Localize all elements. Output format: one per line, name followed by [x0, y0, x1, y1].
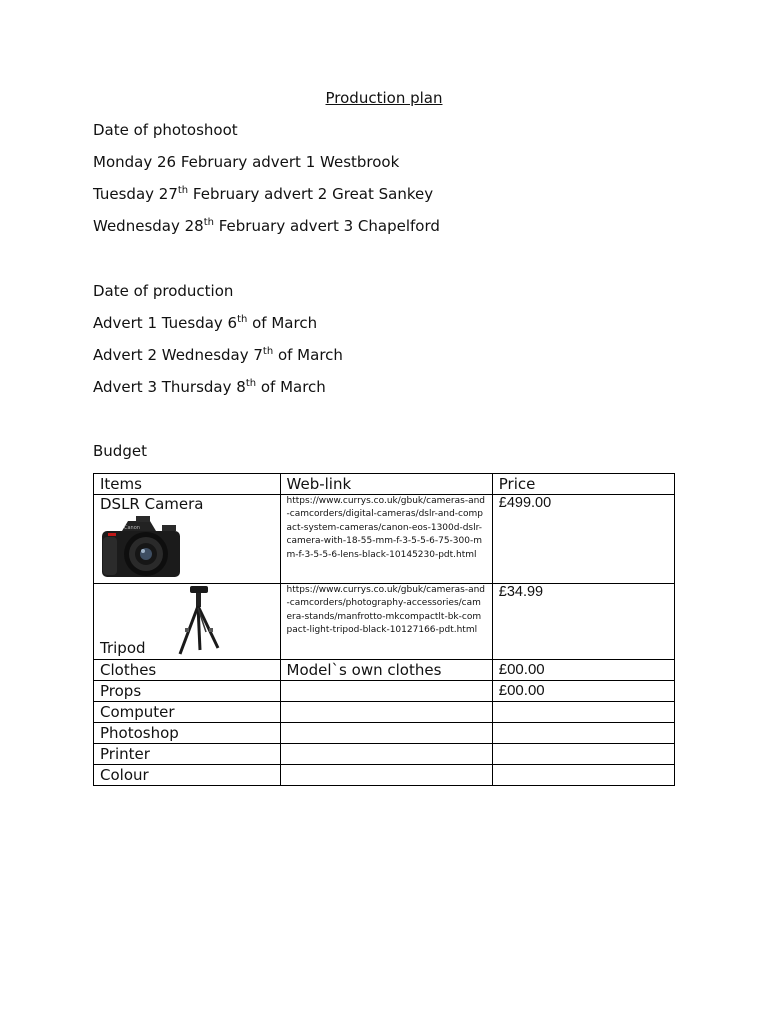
table-row — [94, 765, 675, 786]
table-row — [94, 723, 675, 744]
photoshoot-line-3-sup: th — [203, 217, 214, 228]
row-web-link — [280, 723, 492, 744]
production-line-2-text: Advert 2 Wednesday 7 — [93, 346, 263, 364]
row-price — [492, 744, 674, 765]
production-heading: Date of production — [93, 282, 234, 300]
production-line-3-text: Advert 3 Thursday 8 — [93, 378, 246, 396]
svg-text:Canon: Canon — [124, 525, 140, 531]
production-line-2-rest: of March — [273, 346, 343, 364]
table-row — [94, 681, 675, 702]
tripod-icon — [174, 584, 224, 656]
tripod-item-label: Tripod — [100, 639, 146, 657]
row-item: Printer — [94, 744, 281, 765]
photoshoot-line-2-rest: February advert 2 Great Sankey — [188, 185, 434, 203]
camera-item-cell — [94, 495, 281, 584]
table-header-row — [94, 474, 675, 495]
photoshoot-line-3-text: Wednesday 28 — [93, 217, 204, 235]
row-web-link — [280, 765, 492, 786]
header-items: Items — [94, 474, 281, 495]
tripod-web-link[interactable]: https://www.currys.co.uk/gbuk/cameras-and-camcorders/photography-accessories/camera-stands/manfrotto-mkcompactlt-bk-compact-light-tripod-black-10127166-pdt.html — [280, 584, 492, 660]
table-row — [94, 744, 675, 765]
table-row — [94, 495, 675, 584]
row-item: Computer — [94, 702, 281, 723]
production-line-3 — [93, 378, 326, 396]
row-web-link — [280, 681, 492, 702]
production-line-2-sup: th — [262, 346, 274, 357]
row-price: £00.00 — [492, 681, 674, 702]
production-line-1-sup: th — [237, 314, 248, 325]
photoshoot-line-3-rest: February advert 3 Chapelford — [213, 217, 440, 235]
photoshoot-line-1-text: Monday 26 February advert 1 Westbrook — [93, 153, 400, 171]
photoshoot-line-2-sup: th — [177, 185, 189, 196]
production-line-2 — [93, 346, 343, 364]
row-price — [492, 702, 674, 723]
row-item: Colour — [94, 765, 281, 786]
photoshoot-line-1 — [93, 153, 399, 171]
row-web-link — [280, 702, 492, 723]
row-price — [492, 765, 674, 786]
production-line-1-text: Advert 1 Tuesday 6 — [93, 314, 238, 332]
photoshoot-heading: Date of photoshoot — [93, 121, 238, 139]
row-item: Clothes — [94, 660, 281, 681]
page-title: Production plan — [325, 89, 443, 107]
photoshoot-line-2-text: Tuesday 27 — [93, 185, 178, 203]
budget-table — [93, 473, 675, 786]
production-line-3-rest: of March — [256, 378, 326, 396]
tripod-item-cell — [94, 584, 281, 660]
table-row — [94, 702, 675, 723]
photoshoot-line-2 — [93, 185, 433, 203]
header-price: Price — [492, 474, 674, 495]
row-item: Props — [94, 681, 281, 702]
camera-item-label: DSLR Camera — [100, 495, 204, 513]
row-price — [492, 723, 674, 744]
production-line-1 — [93, 314, 317, 332]
production-line-1-rest: of March — [247, 314, 318, 332]
tripod-price: £34.99 — [492, 584, 674, 660]
row-web-link: Model`s own clothes — [280, 660, 492, 681]
header-web-link: Web-link — [280, 474, 492, 495]
camera-web-link[interactable]: https://www.currys.co.uk/gbuk/cameras-and-camcorders/digital-cameras/dslr-and-compact-system-cameras/canon-eos-1300d-dslr-camera-with-18-55-mm-f-3-5-5-6-75-300-mm-f-3-5-5-6-lens-black-10145230-pdt.html — [280, 495, 492, 584]
table-row — [94, 584, 675, 660]
budget-heading: Budget — [93, 442, 147, 460]
photoshoot-line-3 — [93, 217, 440, 235]
row-item: Photoshop — [94, 723, 281, 744]
production-line-3-sup: th — [245, 378, 257, 389]
table-row — [94, 660, 675, 681]
row-web-link — [280, 744, 492, 765]
camera-price: £499.00 — [492, 495, 674, 584]
camera-icon — [100, 515, 182, 581]
row-price: £00.00 — [492, 660, 674, 681]
